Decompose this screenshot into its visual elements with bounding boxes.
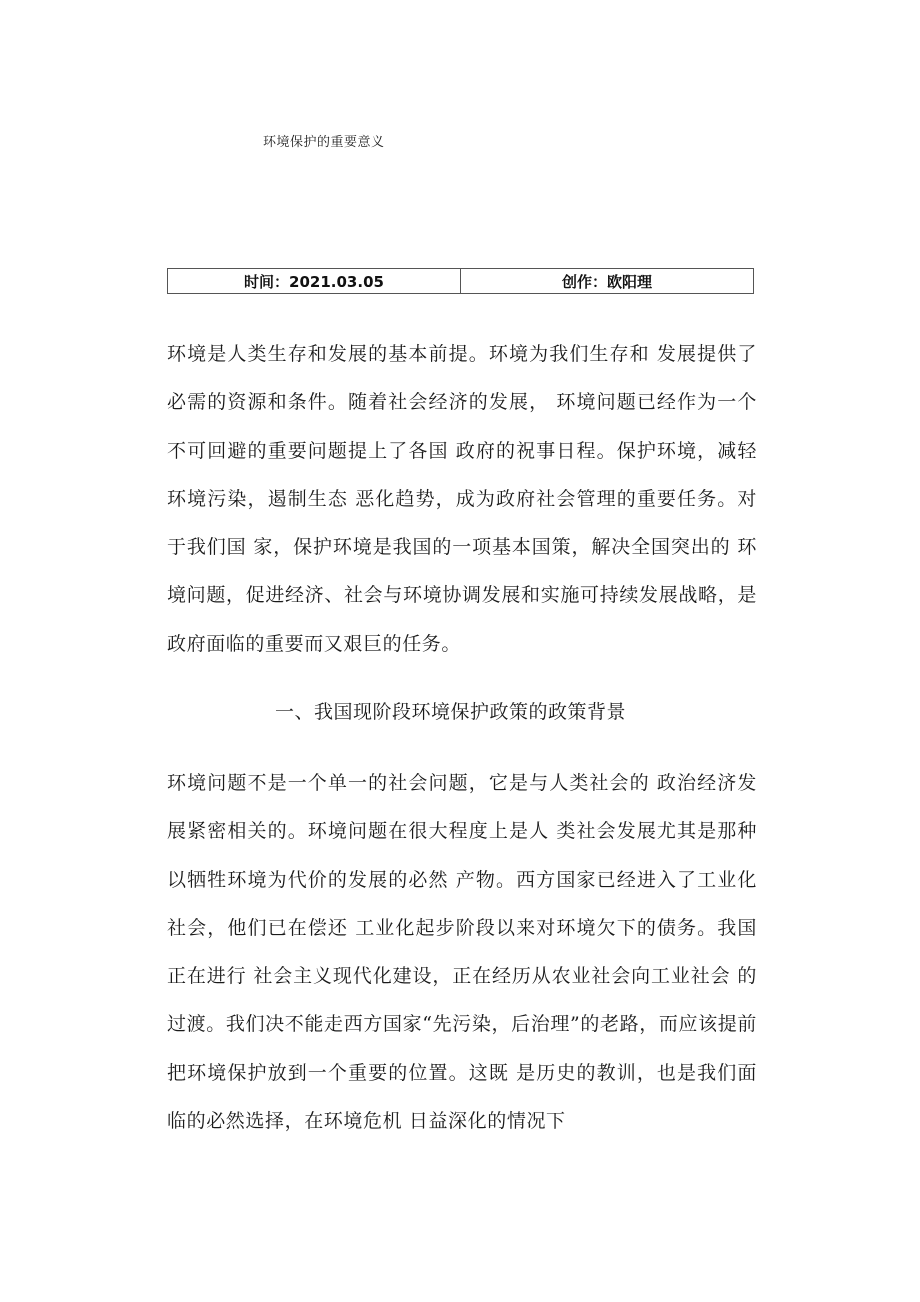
meta-table <box>167 268 754 294</box>
document-title: 环境保护的重要意义 <box>263 135 385 150</box>
paragraph-intro: 环境是人类生存和发展的基本前提。环境为我们生存和 发展提供了必需的资源和条件。随着社会经济的发展， 环境问题已经作为一个不可回避的重要问题提上了各国 政府的祝事日程。保护环境，减轻环境污染，遏制生态 恶化趋势，成为政府社会管理的重要任务。对于我们国 家，保护环境是我国的一项基本国策，解决全国突出的 环境问题，促进经济、社会与环境协调发展和实施可持续发展战略，是政府面临的重要而又艰巨的任务。 <box>167 343 757 655</box>
meta-author: 创作：欧阳理 <box>460 269 753 293</box>
paragraph-background: 环境问题不是一个单一的社会问题，它是与人类社会的 政治经济发展紧密相关的。环境问题在很大程度上是人 类社会发展尤其是那种以牺牲环境为代价的发展的必然 产物。西方国家已经进入了工业化社会，他们已在偿还 工业化起步阶段以来对环境欠下的债务。我国正在进行 社会主义现代化建设，正在经历从农业社会向工业社会 的过渡。我们决不能走西方国家“先污染，后治理”的老路，而应该提前把环境保护放到一个重要的位置。这既 是历史的教训，也是我们面临的必然选择，在环境危机 日益深化的情况下 <box>167 772 757 1133</box>
meta-time: 时间：2021.03.05 <box>244 272 384 291</box>
section-heading: 一、我国现阶段环境保护政策的政策背景 <box>275 701 627 723</box>
